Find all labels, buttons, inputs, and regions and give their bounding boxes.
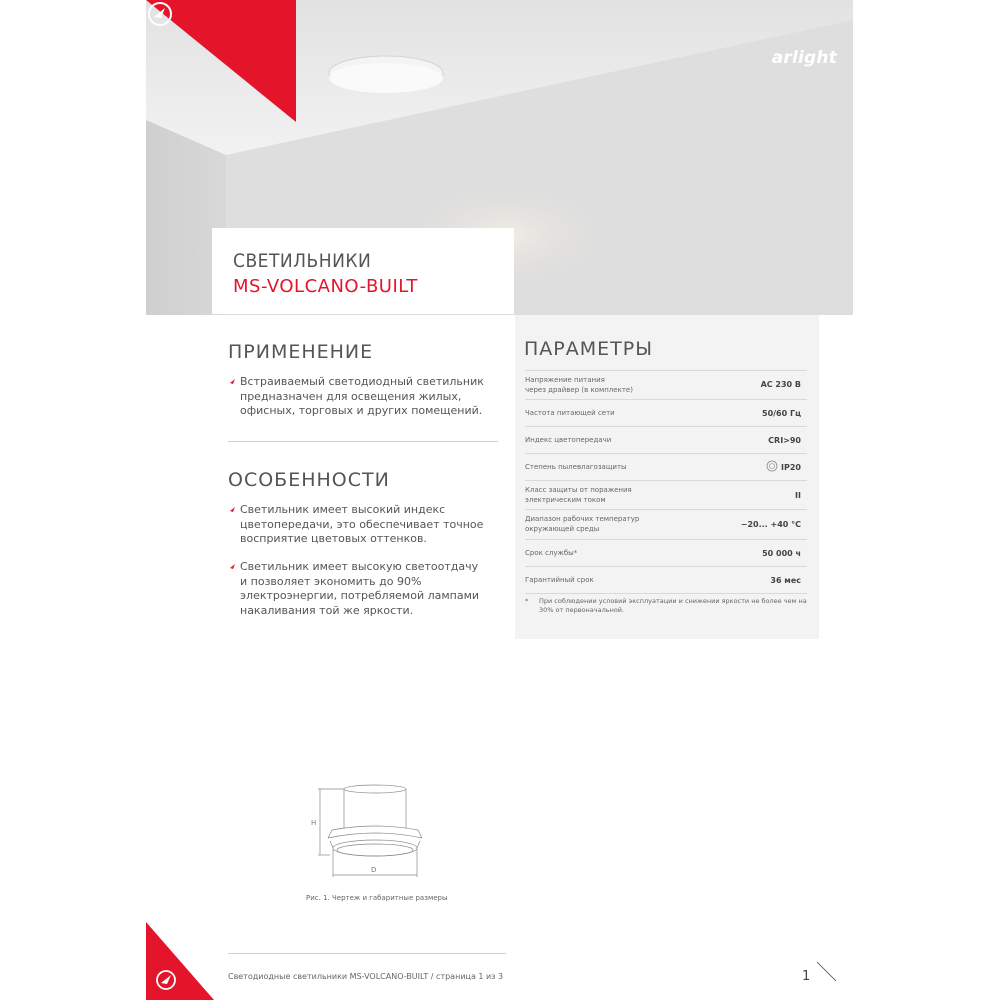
feature-item: Светильник имеет высокий индекс цветопередачи, это обеспечивает точное восприятие цветовых оттенков.: [240, 503, 484, 545]
param-value: 36 мес: [770, 576, 801, 585]
ip-rating-icon: [766, 460, 778, 472]
param-value: AC 230 В: [760, 380, 801, 389]
param-row-frequency: [525, 399, 807, 426]
param-label: Частота питающей сети: [525, 409, 615, 417]
param-row-warranty: [525, 566, 807, 594]
section-divider: [228, 441, 498, 442]
product-name: MS-VOLCANO-BUILT: [233, 276, 418, 297]
application-heading: ПРИМЕНЕНИЕ: [228, 341, 374, 363]
bullet-arrow-icon: [230, 563, 236, 569]
parameters-panel: [515, 315, 819, 639]
param-row-temperature: [525, 509, 807, 540]
param-value: 50 000 ч: [762, 549, 801, 558]
param-row-cri: [525, 426, 807, 453]
param-label: Индекс цветопередачи: [525, 436, 612, 444]
param-label: Напряжение питания через драйвер (в комплекте): [525, 376, 633, 394]
footer-divider: [228, 953, 506, 954]
bullet-arrow-icon: [230, 506, 236, 512]
bullet-arrow-icon: [230, 378, 236, 384]
brand-logo-text: arlight: [771, 48, 837, 68]
footer-brand-corner: [146, 922, 214, 1000]
footnote-text: При соблюдении условий эксплуатации и снижении яркости не более чем на 30% от первоначальной.: [539, 597, 807, 614]
param-row-lifetime: [525, 539, 807, 566]
feature-item: Светильник имеет высокую светоотдачу и позволяет экономить до 90% электроэнергии, потребляемой лампами накаливания той же яркости.: [240, 560, 480, 617]
footnote: [525, 597, 807, 615]
param-label: Класс защиты от поражения электрическим током: [525, 486, 632, 504]
brand-logo-icon: [146, 0, 174, 28]
dimension-h-label: H: [311, 819, 317, 827]
technical-drawing: [300, 775, 450, 885]
page-corner-slash-icon: [815, 960, 839, 984]
param-label: Диапазон рабочих температур окружающей среды: [525, 515, 640, 533]
param-value: CRI>90: [768, 436, 801, 445]
title-card: [212, 228, 514, 314]
param-value: II: [795, 491, 801, 500]
param-value: 50/60 Гц: [762, 409, 801, 418]
dimension-d-label: D: [371, 866, 377, 874]
page-number: 1: [802, 969, 811, 984]
features-heading: ОСОБЕННОСТИ: [228, 469, 390, 491]
parameters-heading: ПАРАМЕТРЫ: [524, 338, 653, 360]
param-value: IP20: [781, 463, 801, 472]
param-label: Срок службы*: [525, 549, 578, 557]
param-label: Гарантийный срок: [525, 576, 594, 584]
param-row-ip: [525, 453, 807, 480]
footnote-marker: *: [525, 597, 529, 605]
param-label: Степень пылевлагозащиты: [525, 463, 627, 471]
param-value: −20... +40 °C: [740, 520, 801, 529]
footer-text: Светодиодные светильники MS-VOLCANO-BUILT / страница 1 из 3: [228, 972, 504, 981]
application-text: Встраиваемый светодиодный светильник предназначен для освещения жилых, офисных, торговых и других помещений.: [240, 375, 484, 417]
param-row-voltage: [525, 370, 807, 397]
param-row-protection-class: [525, 480, 807, 509]
figure-caption: Рис. 1. Чертеж и габаритные размеры: [306, 894, 448, 902]
product-category: СВЕТИЛЬНИКИ: [233, 250, 372, 272]
